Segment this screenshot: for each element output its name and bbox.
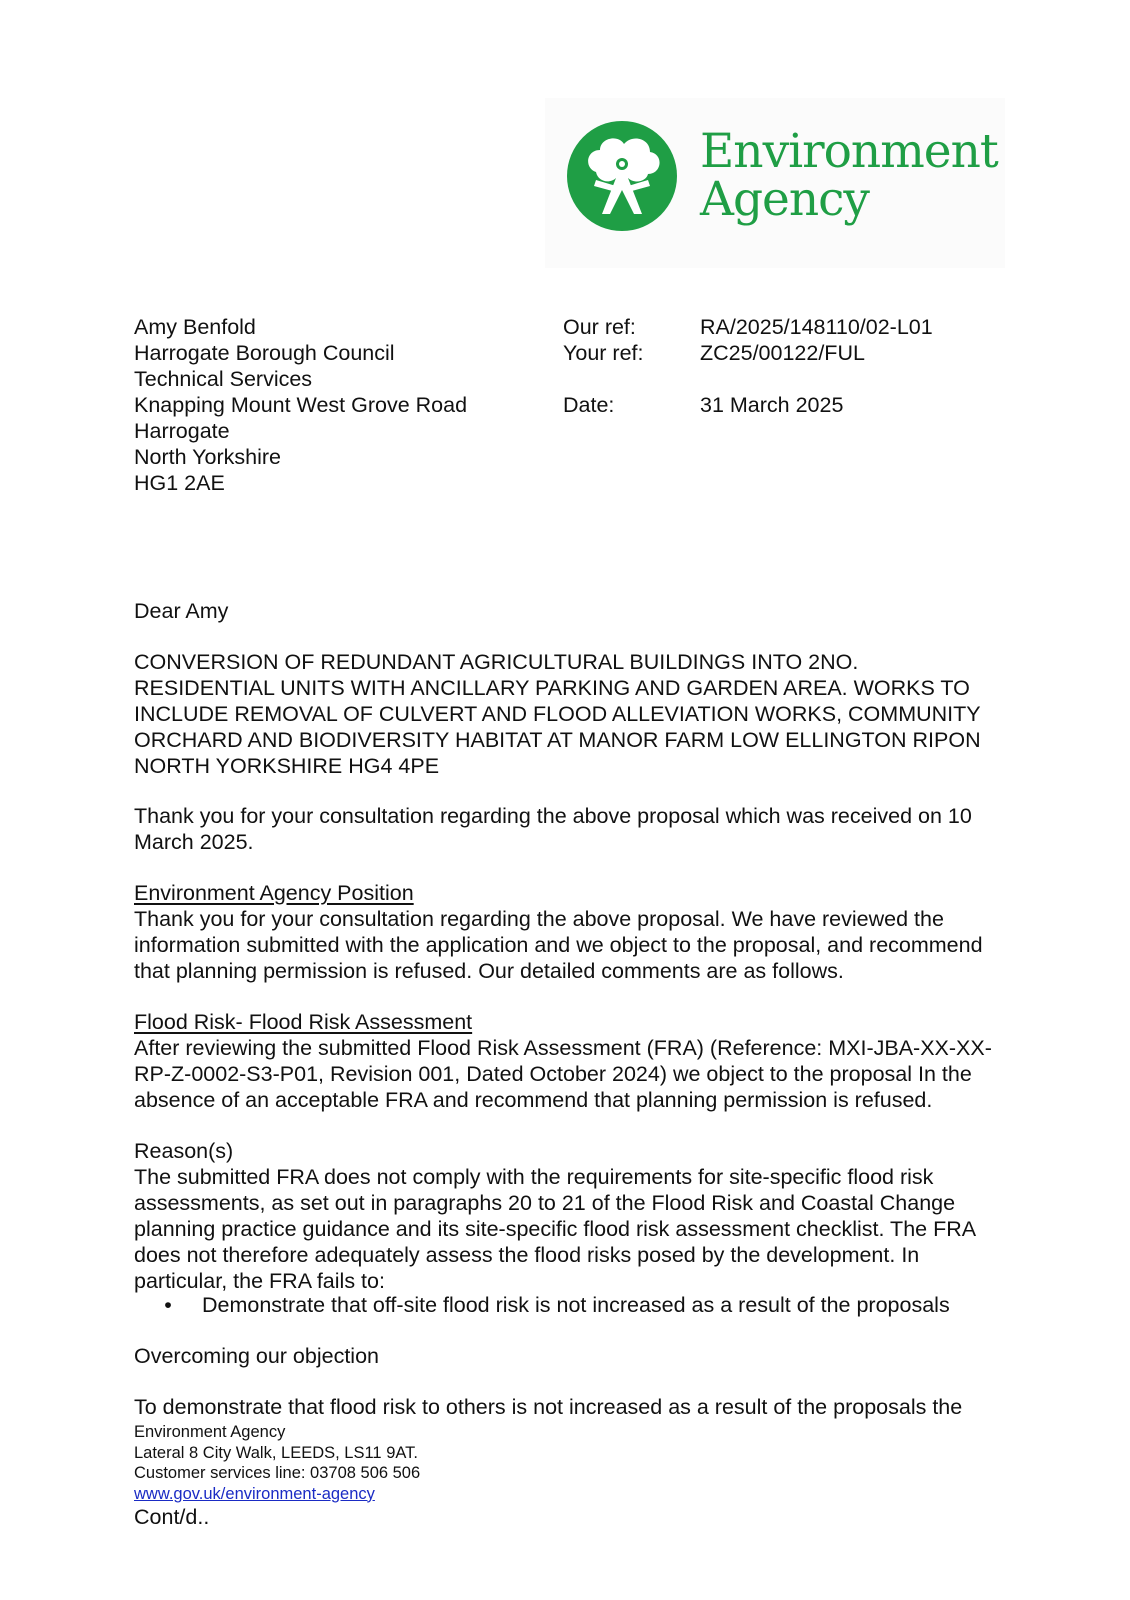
footer-address: Lateral 8 City Walk, LEEDS, LS11 9AT. [134,1443,418,1462]
reasons-paragraph: The submitted FRA does not comply with the requirements for site-specific flood risk assessments, as set out in paragraphs 20 to 21 of the Flood Risk and Coastal Change planning practice guidance and its site-specific flood risk assessment checklist. The FRA does not therefore adequately assess the flood risks posed by the development. In particular, the FRA fails to: [134,1165,975,1293]
continued-marker: Cont/d.. [134,1505,210,1529]
footer [134,1422,420,1504]
recipient-town: Harrogate [134,419,230,443]
our-ref-label: Our ref: [563,315,636,339]
your-ref-value: ZC25/00122/FUL [700,341,865,365]
tree-figure-logo-icon [566,120,678,232]
overcoming-paragraph: To demonstrate that flood risk to others is not increased as a result of the proposals the [134,1395,963,1419]
footer-website-link[interactable]: www.gov.uk/environment-agency [134,1484,375,1503]
position-heading: Environment Agency Position [134,881,414,905]
footer-phone: Customer services line: 03708 506 506 [134,1464,421,1482]
recipient-county: North Yorkshire [134,445,281,469]
logo-line-1: Environment [700,124,998,179]
reference-block [563,314,1003,418]
overcoming-heading: Overcoming our objection [134,1344,379,1368]
recipient-address [134,314,467,496]
your-ref-row [563,340,1003,366]
intro-paragraph: Thank you for your consultation regarding the above proposal which was received on 10 March 2025. [134,804,972,854]
recipient-dept: Technical Services [134,367,313,391]
bullet-text: Demonstrate that off-site flood risk is not increased as a result of the proposals [202,1293,950,1317]
recipient-street: Knapping Mount West Grove Road [134,393,468,417]
flood-risk-paragraph: After reviewing the submitted Flood Risk Assessment (FRA) (Reference: MXI-JBA-XX-XX-RP-Z-0002-S3-P01, Revision 001, Dated October 2024) we object to the proposal In the absence of an acceptable FRA and recommend that planning permission is refused. [134,1036,992,1112]
our-ref-row [563,314,1003,340]
your-ref-label: Your ref: [563,341,644,365]
date-row [563,392,1003,418]
subject-heading: CONVERSION OF REDUNDANT AGRICULTURAL BUILDINGS INTO 2NO. RESIDENTIAL UNITS WITH ANCILLARY PARKING AND GARDEN AREA. WORKS TO INCLUDE REMOVAL OF CULVERT AND FLOOD ALLEVIATION WORKS, COMMUNITY ORCHARD AND BIODIVERSITY HABITAT AT MANOR FARM LOW ELLINGTON RIPON NORTH YORKSHIRE HG4 4PE [134,650,981,778]
reasons-bullet-item [134,1292,1014,1318]
position-paragraph: Thank you for your consultation regarding the above proposal. We have reviewed the information submitted with the application and we object to the proposal, and recommend that planning permission is refused. Our detailed comments are as follows. [134,907,983,983]
flood-risk-heading: Flood Risk- Flood Risk Assessment [134,1010,473,1034]
ref-spacer [563,366,1003,392]
salutation: Dear Amy [134,599,229,623]
our-ref-value: RA/2025/148110/02-L01 [700,315,933,339]
reasons-heading: Reason(s) [134,1139,234,1163]
recipient-postcode: HG1 2AE [134,471,225,495]
footer-org: Environment Agency [134,1423,286,1441]
recipient-name: Amy Benfold [134,315,256,339]
date-value: 31 March 2025 [700,393,844,417]
bullet-dot: • [164,1293,172,1317]
logo-wordmark [700,124,1000,227]
date-label: Date: [563,393,615,417]
logo-line-2: Agency [700,172,869,227]
recipient-org: Harrogate Borough Council [134,341,395,365]
